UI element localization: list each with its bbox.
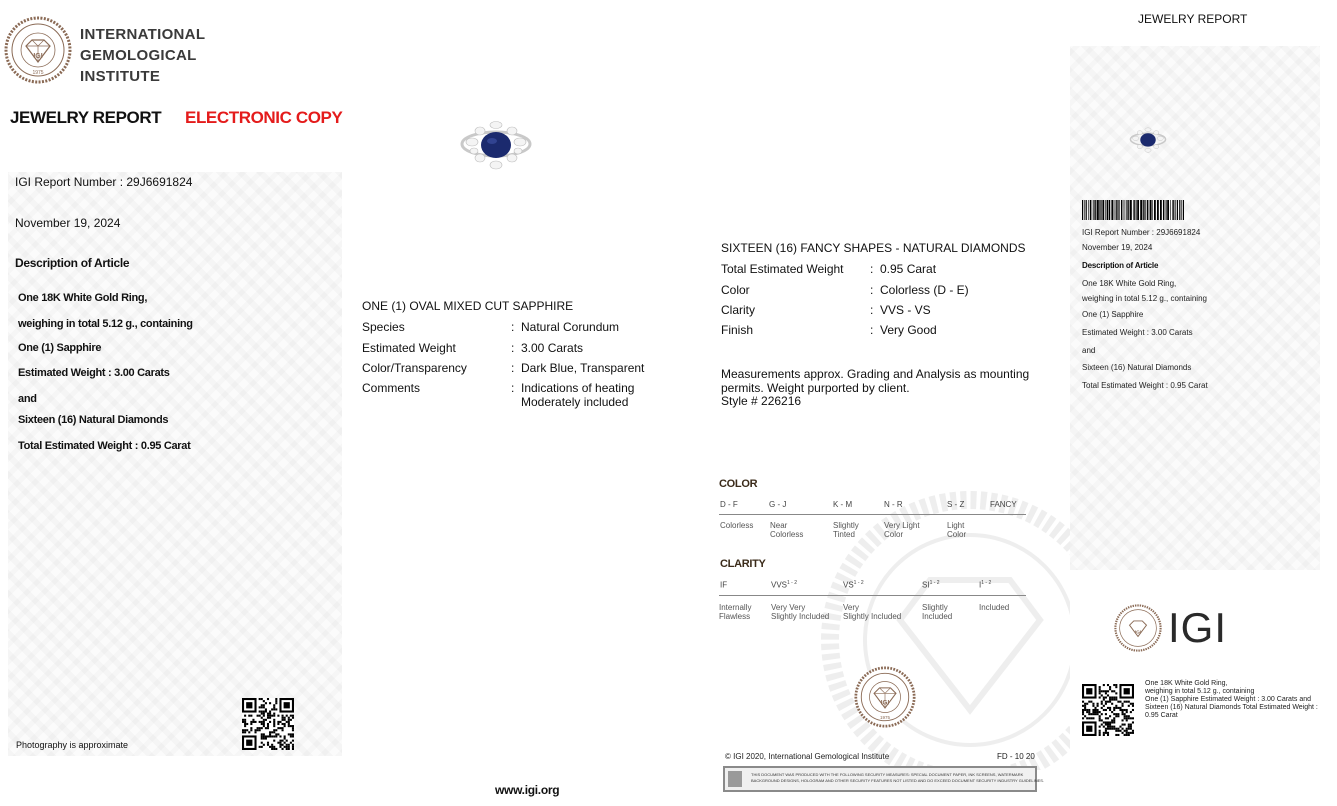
color-description: Light Color — [947, 521, 967, 539]
detail-colon: : — [870, 262, 874, 276]
color-grade: N - R — [884, 500, 903, 509]
color-scale-line — [719, 514, 1026, 515]
description-line: Sixteen (16) Natural Diamonds — [18, 414, 169, 426]
detail-value: Indications of heating — [521, 381, 635, 395]
side-ring-photo — [1128, 126, 1168, 158]
description-line: and — [18, 393, 37, 405]
photography-note: Photography is approximate — [16, 740, 129, 750]
side-description-line: weighing in total 5.12 g., containing — [1082, 294, 1207, 303]
color-description: Slightly Tinted — [833, 521, 859, 539]
svg-text:1975: 1975 — [879, 714, 891, 720]
igi-seal-icon — [854, 666, 916, 728]
detail-value: 0.95 Carat — [880, 262, 937, 276]
side-description-line: and — [1082, 346, 1096, 355]
clarity-description: Very Very Slightly Included — [771, 603, 830, 621]
note-line: permits. Weight purported by client. — [721, 380, 910, 395]
detail-value: Colorless (D - E) — [880, 283, 969, 297]
description-heading: Description of Article — [15, 256, 130, 270]
detail-label: Finish — [721, 323, 754, 337]
clarity-grade: VVS$^{1 - 2}$ — [771, 580, 798, 590]
side-igi-seal-icon — [1114, 604, 1162, 652]
org-line: INSTITUTE — [80, 68, 161, 85]
right-security-background — [1070, 46, 1320, 570]
report-title: JEWELRY REPORT — [10, 108, 162, 127]
detail-label: Estimated Weight — [362, 341, 456, 355]
igi-brand-logo: IGI — [1168, 604, 1228, 651]
description-line: Estimated Weight : 3.00 Carats — [18, 367, 170, 379]
gemstone-title: ONE (1) OVAL MIXED CUT SAPPHIRE — [362, 299, 574, 313]
side-description-line: Sixteen (16) Natural Diamonds — [1082, 363, 1192, 372]
clarity-grade: VS$^{1 - 2}$ — [843, 580, 864, 590]
side-qr-code[interactable] — [1082, 684, 1134, 736]
copyright-text: © IGI 2020, International Gemological Institute — [725, 752, 890, 761]
side-report-title: JEWELRY REPORT — [1138, 12, 1248, 26]
clarity-description: Slightly Included — [922, 603, 953, 621]
svg-text:IGI: IGI — [33, 53, 43, 60]
security-emblem-icon — [728, 771, 742, 787]
website-link[interactable]: www.igi.org — [495, 783, 560, 797]
diamonds-title: SIXTEEN (16) FANCY SHAPES - NATURAL DIAMONDS — [721, 241, 1026, 255]
detail-colon: : — [511, 361, 515, 375]
security-strip — [723, 766, 1045, 792]
org-line: GEMOLOGICAL — [80, 47, 197, 64]
side-description-line: Total Estimated Weight : 0.95 Carat — [1082, 381, 1208, 390]
clarity-description: Included — [979, 603, 1010, 612]
svg-text:1975: 1975 — [32, 70, 44, 76]
side-description-heading: Description of Article — [1082, 261, 1159, 270]
clarity-grade: $I^{1 - 2}$ — [979, 580, 992, 590]
form-code: FD - 10 20 — [997, 752, 1035, 761]
qr-code[interactable] — [242, 698, 294, 750]
description-line: One (1) Sapphire — [18, 342, 102, 354]
color-grade: K - M — [833, 500, 853, 509]
clarity-grade: IF — [720, 580, 728, 590]
description-line: One 18K White Gold Ring, — [18, 292, 148, 304]
description-line: weighing in total 5.12 g., containing — [18, 318, 193, 330]
color-description: Very Light Color — [884, 521, 920, 539]
detail-colon: : — [511, 320, 515, 334]
side-date: November 19, 2024 — [1082, 243, 1153, 252]
detail-colon: : — [870, 303, 874, 317]
barcode[interactable] — [1082, 200, 1184, 220]
detail-colon: : — [870, 283, 874, 297]
report-date: November 19, 2024 — [15, 216, 121, 230]
color-grade: G - J — [769, 500, 787, 509]
clarity-scale-heading: CLARITY — [720, 558, 766, 570]
color-grade: S - Z — [947, 500, 965, 509]
clarity-description: Internally Flawless — [719, 603, 752, 621]
detail-colon: : — [511, 341, 515, 355]
side-description-line: One 18K White Gold Ring, — [1082, 279, 1177, 288]
measurement-note — [721, 368, 1051, 409]
detail-value: Natural Corundum — [521, 320, 620, 334]
org-line: INTERNATIONAL — [80, 26, 206, 43]
security-notice: THIS DOCUMENT WAS PRODUCED WITH THE FOLLOWING SECURITY MEASURES: SPECIAL DOCUMENT PAPER, INK SCREENS, WATERMARK BACKGROUND DESIGNS, HOLOGRAM AND OTHER SECURITY FEATURES NOT LISTED AND DO EXCEED DOCUMENT SECURITY INDUSTRY GUIDELINES. — [751, 772, 1045, 783]
detail-value: 3.00 Carats — [521, 341, 584, 355]
detail-label: Color/Transparency — [362, 361, 467, 375]
svg-text:IGI: IGI — [1134, 630, 1142, 636]
detail-value: Very Good — [880, 323, 937, 337]
side-description-line: One (1) Sapphire — [1082, 310, 1144, 319]
clarity-scale-line — [719, 595, 1026, 596]
detail-value: Dark Blue, Transparent — [521, 361, 645, 375]
description-line: Total Estimated Weight : 0.95 Carat — [18, 440, 191, 452]
color-scale-heading: COLOR — [719, 478, 758, 490]
igi-seal-logo — [4, 16, 72, 84]
color-grade: D - F — [720, 500, 738, 509]
detail-label: Color — [721, 283, 750, 297]
side-foot-summary: One 18K White Gold Ring, weighing in total 5.12 g., containing One (1) Sapphire Estimated Weight : 3.00 Carats and Sixteen (16) Natural Diamonds Total Estimated Weight : 0.95 Carat — [1145, 680, 1318, 719]
note-line: Measurements approx. Grading and Analysis as mounting — [721, 367, 1030, 381]
organization-name — [80, 24, 205, 87]
detail-label: Total Estimated Weight — [721, 262, 844, 276]
detail-label: Species — [362, 320, 405, 334]
side-description-line: Estimated Weight : 3.00 Carats — [1082, 328, 1193, 337]
detail-label: Clarity — [721, 303, 756, 317]
side-report-number: IGI Report Number : 29J6691824 — [1082, 228, 1201, 237]
detail-colon: : — [870, 323, 874, 337]
clarity-description: Very Slightly Included — [843, 603, 902, 621]
color-description: Near Colorless — [770, 521, 804, 539]
svg-text:IGI: IGI — [880, 699, 890, 707]
report-number: IGI Report Number : 29J6691824 — [15, 175, 193, 189]
clarity-grade: SI$^{1 - 2}$ — [922, 580, 940, 590]
detail-colon: : — [511, 381, 515, 395]
electronic-copy-label: ELECTRONIC COPY — [185, 108, 343, 127]
color-description: Colorless — [720, 521, 754, 530]
detail-value: VVS - VS — [880, 303, 931, 317]
style-number: Style # 226216 — [721, 394, 802, 408]
detail-label: Comments — [362, 381, 421, 395]
detail-value: Moderately included — [521, 395, 629, 409]
color-grade: FANCY — [990, 500, 1017, 509]
ring-photo — [458, 118, 534, 180]
